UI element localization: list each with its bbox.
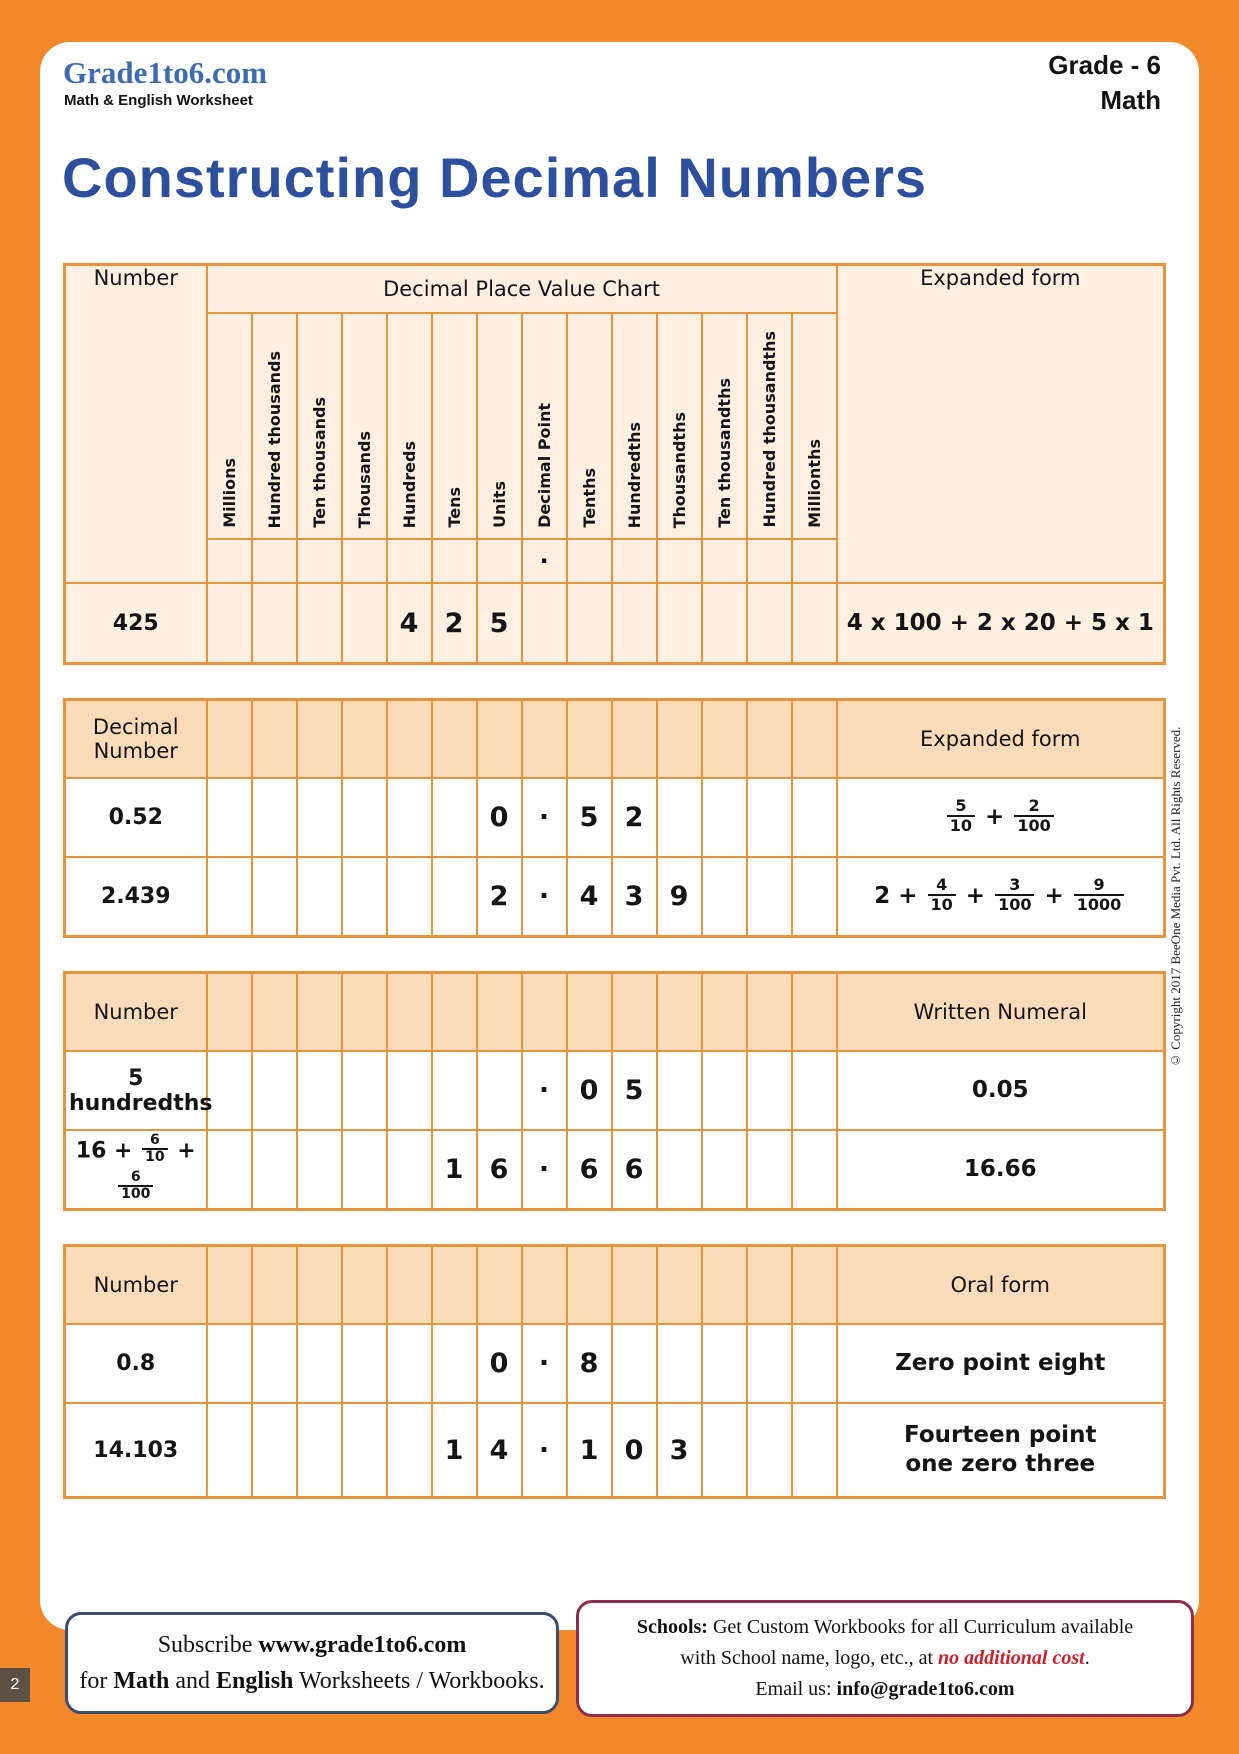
place-column-header (252, 313, 297, 539)
place-column-label: Hundred thousandths (759, 331, 779, 528)
section-header-spacer-cell (252, 1246, 297, 1325)
section-table-0 (63, 263, 1166, 665)
digit-cell: 2 (432, 583, 477, 664)
section-header-spacer-cell (387, 1246, 432, 1325)
digit-cell: 6 (567, 1130, 612, 1210)
section-header-spacer-cell (477, 973, 522, 1052)
text: with School name, logo, etc., at (680, 1647, 939, 1669)
section-header-spacer-cell (567, 973, 612, 1052)
digit-cell (297, 1324, 342, 1403)
text: 0.52 (108, 805, 163, 830)
decimal-point-marker-cell (567, 539, 612, 583)
digit-cell (432, 857, 477, 937)
section-header-spacer-cell (207, 1246, 252, 1325)
section-header-spacer-cell (432, 700, 477, 779)
digit-cell (747, 857, 792, 937)
section-header-spacer-cell (747, 700, 792, 779)
digit-cell: · (522, 1130, 567, 1210)
row-number-label (65, 1403, 207, 1498)
digit-cell (522, 583, 567, 664)
text: and (169, 1668, 216, 1694)
section-left-header (65, 973, 207, 1052)
digit-cell (792, 1403, 837, 1498)
digit-cell (702, 1403, 747, 1498)
place-column-label: Tens (444, 487, 464, 528)
fraction: $\frac{4}{10}$ (928, 876, 956, 913)
text: Get Custom Workbooks for all Curriculum available (707, 1616, 1134, 1638)
site-logo-subtitle: Math & English Worksheet (64, 92, 253, 109)
text: Fourteen point (904, 1422, 1097, 1449)
digit-cell (342, 1324, 387, 1403)
section-header-spacer-cell (747, 973, 792, 1052)
digit-cell (387, 778, 432, 857)
section-header-spacer-cell (612, 973, 657, 1052)
digit-cell (252, 1324, 297, 1403)
digit-cell (432, 1324, 477, 1403)
place-column-header (747, 313, 792, 539)
section-right-header (837, 973, 1165, 1052)
section-header-spacer-cell (612, 1246, 657, 1325)
section-table-2 (63, 971, 1166, 1211)
text: Written Numeral (913, 1000, 1087, 1024)
place-column-label: Thousands (354, 430, 374, 528)
place-column-label: Hundreds (399, 440, 419, 528)
decimal-point-marker-cell (792, 539, 837, 583)
decimal-point-marker-cell (612, 539, 657, 583)
section-header-spacer-cell (207, 700, 252, 779)
text: Decimal Place Value Chart (383, 277, 660, 301)
footer-subscribe-box (65, 1612, 559, 1714)
place-column-label: Millions (219, 458, 239, 528)
section-header-spacer-cell (387, 700, 432, 779)
section-header-spacer-cell (702, 700, 747, 779)
text: Worksheets / Workbooks. (293, 1668, 545, 1694)
digit-cell (207, 583, 252, 664)
text: Oral form (950, 1273, 1050, 1297)
digit-cell: 9 (657, 857, 702, 937)
section-header-spacer-cell (297, 973, 342, 1052)
digit-cell (252, 583, 297, 664)
bold-text: Schools: (636, 1616, 708, 1638)
digit-cell (387, 1403, 432, 1498)
section-header-spacer-cell (477, 1246, 522, 1325)
digit-cell: 0 (477, 778, 522, 857)
section-header-spacer-cell (657, 700, 702, 779)
section-header-spacer-cell (297, 1246, 342, 1325)
decimal-point-marker-cell (297, 539, 342, 583)
expanded-form-header (837, 265, 1165, 584)
row-answer-cell (837, 1324, 1165, 1403)
footer-schools-box (576, 1600, 1194, 1717)
section-left-header (65, 700, 207, 779)
digit-cell (297, 1130, 342, 1210)
section-header-spacer-cell (657, 973, 702, 1052)
page-number-badge: 2 (0, 1668, 30, 1702)
digit-cell (207, 1130, 252, 1210)
section-header-spacer-cell (477, 700, 522, 779)
digit-cell (792, 1130, 837, 1210)
digit-cell (297, 1051, 342, 1130)
text: 16.66 (963, 1156, 1037, 1183)
bold-text: info@grade1to6.com (836, 1678, 1015, 1700)
place-column-label: Thousandths (669, 411, 689, 528)
text: Number (93, 1000, 178, 1024)
row-answer-cell (837, 1403, 1165, 1498)
digit-cell (432, 778, 477, 857)
place-column-label: Ten thousands (309, 397, 329, 528)
decimal-point-marker-cell (252, 539, 297, 583)
digit-cell (747, 778, 792, 857)
digit-cell (252, 778, 297, 857)
digit-cell: 6 (612, 1130, 657, 1210)
site-logo: Grade1to6.com (63, 55, 268, 90)
text: Zero point eight (895, 1350, 1106, 1377)
digit-cell: 0 (477, 1324, 522, 1403)
digit-cell: 0 (567, 1051, 612, 1130)
decimal-point-marker-cell (387, 539, 432, 583)
digit-cell (612, 583, 657, 664)
row-number-label (65, 778, 207, 857)
digit-cell: 4 (567, 857, 612, 937)
digit-cell: 3 (657, 1403, 702, 1498)
row-answer-cell (837, 1130, 1165, 1210)
section-header-spacer-cell (522, 1246, 567, 1325)
section-header-spacer-cell (567, 700, 612, 779)
digit-cell (207, 1324, 252, 1403)
digit-cell (702, 1130, 747, 1210)
text: . (1084, 1647, 1090, 1669)
row-answer-cell (837, 583, 1165, 664)
section-header-spacer-cell (702, 973, 747, 1052)
text: 2 + (874, 883, 926, 909)
copyright-vertical-text: © Copyright 2017 BeeOne Media Pvt. Ltd. All Rights Reserved. (1168, 726, 1183, 1068)
digit-cell (297, 778, 342, 857)
section-header-spacer-cell (792, 973, 837, 1052)
digit-cell (792, 583, 837, 664)
digit-cell: 5 (477, 583, 522, 664)
digit-cell: 6 (477, 1130, 522, 1210)
highlight-text: no additional cost (938, 1647, 1085, 1669)
fraction: $\frac{5}{10}$ (947, 797, 975, 834)
digit-cell (702, 1324, 747, 1403)
digit-cell (747, 1324, 792, 1403)
digit-cell: · (522, 778, 567, 857)
decimal-point-marker-cell: · (522, 539, 567, 583)
place-column-header (432, 313, 477, 539)
digit-cell (702, 857, 747, 937)
text: Expanded form (920, 266, 1081, 290)
bold-text: www.grade1to6.com (258, 1632, 467, 1658)
section-header-spacer-cell (432, 1246, 477, 1325)
section-header-spacer-cell (297, 700, 342, 779)
place-column-header (342, 313, 387, 539)
digit-cell (387, 857, 432, 937)
digit-cell: 4 (477, 1403, 522, 1498)
section-header-spacer-cell (342, 1246, 387, 1325)
text: Number (93, 1273, 178, 1297)
digit-cell: · (522, 1051, 567, 1130)
digit-cell (207, 1051, 252, 1130)
digit-cell: 1 (432, 1403, 477, 1498)
digit-cell: 1 (432, 1130, 477, 1210)
grade-line: Grade - 6 (1048, 50, 1161, 80)
text: 0.05 (971, 1077, 1029, 1104)
subject-line: Math (1100, 85, 1161, 116)
fraction: $\frac{2}{100}$ (1014, 797, 1053, 834)
text: 16 + (75, 1138, 141, 1164)
digit-cell (387, 1051, 432, 1130)
digit-cell (792, 1051, 837, 1130)
text: for (79, 1668, 114, 1694)
text: 5 hundredths (69, 1065, 213, 1116)
digit-cell (747, 1403, 792, 1498)
text: + (169, 1138, 196, 1164)
section-header-spacer-cell (342, 973, 387, 1052)
section-table-3 (63, 1244, 1166, 1499)
digit-cell: 2 (477, 857, 522, 937)
footer-line (589, 1674, 1181, 1705)
section-header-spacer-cell (792, 700, 837, 779)
row-answer-cell (837, 857, 1165, 937)
section-header-spacer-cell (612, 700, 657, 779)
digit-cell (657, 1051, 702, 1130)
section-header-spacer-cell (522, 973, 567, 1052)
digit-cell: 2 (612, 778, 657, 857)
text: 2.439 (100, 884, 171, 909)
section-header-spacer-cell (747, 1246, 792, 1325)
digit-cell (747, 1051, 792, 1130)
fraction: $\frac{6}{100}$ (118, 1170, 153, 1203)
row-number-label (65, 1051, 213, 1130)
digit-cell (207, 1403, 252, 1498)
place-value-chart-header (207, 265, 837, 314)
place-column-header (522, 313, 567, 539)
digit-cell: · (522, 1324, 567, 1403)
section-header-spacer-cell (207, 973, 252, 1052)
section-left-header (65, 1246, 207, 1325)
text: Number (93, 266, 178, 290)
decimal-point-marker-cell (702, 539, 747, 583)
digit-cell (342, 1130, 387, 1210)
digit-cell (567, 583, 612, 664)
row-number-label (65, 583, 207, 664)
section-header-spacer-cell (792, 1246, 837, 1325)
bold-text: English (216, 1668, 294, 1694)
section-header-spacer-cell (522, 700, 567, 779)
section-header-spacer-cell (567, 1246, 612, 1325)
place-column-header (567, 313, 612, 539)
text: Expanded form (920, 727, 1081, 751)
section-header-spacer-cell (252, 973, 297, 1052)
place-column-label: Tenths (579, 468, 599, 528)
place-column-header (477, 313, 522, 539)
footer-line (589, 1643, 1181, 1674)
row-answer-cell (837, 1051, 1165, 1130)
number-column-header (65, 265, 207, 584)
footer-line (78, 1627, 546, 1663)
digit-cell (342, 583, 387, 664)
digit-cell (342, 1051, 387, 1130)
digit-cell (297, 583, 342, 664)
digit-cell (252, 1051, 297, 1130)
digit-cell: 4 (387, 583, 432, 664)
digit-cell (702, 583, 747, 664)
digit-cell (477, 1051, 522, 1130)
digit-cell: 0 (612, 1403, 657, 1498)
digit-cell (297, 857, 342, 937)
row-number-label (65, 1130, 207, 1210)
place-column-label: Units (489, 480, 509, 528)
digit-cell: 8 (567, 1324, 612, 1403)
place-column-header (657, 313, 702, 539)
digit-cell: 1 (567, 1403, 612, 1498)
digit-cell: · (522, 1403, 567, 1498)
row-answer-cell (837, 778, 1165, 857)
section-header-spacer-cell (657, 1246, 702, 1325)
place-column-header (702, 313, 747, 539)
text: 4 x 100 + 2 x 20 + 5 x 1 (846, 609, 1154, 636)
section-table-1 (63, 698, 1166, 938)
digit-cell: 5 (567, 778, 612, 857)
decimal-point-marker-cell (432, 539, 477, 583)
section-header-spacer-cell (702, 1246, 747, 1325)
section-header-spacer-cell (387, 973, 432, 1052)
place-column-label: Hundred thousands (264, 350, 284, 528)
decimal-point-marker-cell (207, 539, 252, 583)
digit-cell (657, 1130, 702, 1210)
place-column-header (297, 313, 342, 539)
digit-cell (342, 857, 387, 937)
decimal-point-marker-cell (747, 539, 792, 583)
digit-cell (252, 1403, 297, 1498)
digit-cell: 3 (612, 857, 657, 937)
fraction: $\frac{6}{10}$ (142, 1133, 167, 1166)
text: Email us: (755, 1678, 837, 1700)
digit-cell (342, 1403, 387, 1498)
row-number-label (65, 1324, 207, 1403)
footer-line (78, 1663, 546, 1699)
bold-text: Math (113, 1668, 170, 1694)
place-column-header (612, 313, 657, 539)
text: + (977, 804, 1013, 830)
text: + (1036, 883, 1072, 909)
digit-cell (612, 1324, 657, 1403)
place-column-label: Decimal Point (534, 403, 554, 528)
grade-label (1048, 48, 1161, 118)
digit-cell (702, 1051, 747, 1130)
digit-cell (387, 1324, 432, 1403)
digit-cell (702, 778, 747, 857)
decimal-point-marker-cell (342, 539, 387, 583)
text: 0.8 (116, 1351, 156, 1376)
decimal-point-marker-cell (657, 539, 702, 583)
section-header-spacer-cell (342, 700, 387, 779)
footer-line (589, 1612, 1181, 1643)
text: Decimal Number (92, 715, 179, 763)
place-column-label: Hundredths (624, 421, 644, 528)
section-right-header (837, 700, 1165, 779)
digit-cell (657, 778, 702, 857)
digit-cell (207, 857, 252, 937)
digit-cell (342, 778, 387, 857)
place-column-header (792, 313, 837, 539)
place-column-header (207, 313, 252, 539)
worksheet-table (63, 263, 1166, 1532)
digit-cell: · (522, 857, 567, 937)
decimal-point-marker-cell (477, 539, 522, 583)
digit-cell (792, 778, 837, 857)
fraction: $\frac{9}{1000}$ (1074, 876, 1125, 913)
digit-cell (387, 1130, 432, 1210)
text: 14.103 (93, 1437, 179, 1463)
digit-cell (657, 1324, 702, 1403)
digit-cell (747, 1130, 792, 1210)
digit-cell (252, 1130, 297, 1210)
text: one zero three (905, 1451, 1096, 1477)
digit-cell (792, 857, 837, 937)
digit-cell (432, 1051, 477, 1130)
digit-cell (207, 778, 252, 857)
text: 425 (112, 610, 159, 636)
section-right-header (837, 1246, 1165, 1325)
place-column-label: Ten thousandths (714, 378, 734, 528)
digit-cell (657, 583, 702, 664)
digit-cell (252, 857, 297, 937)
digit-cell (792, 1324, 837, 1403)
digit-cell: 5 (612, 1051, 657, 1130)
place-column-header (387, 313, 432, 539)
section-header-spacer-cell (432, 973, 477, 1052)
section-header-spacer-cell (252, 700, 297, 779)
digit-cell (297, 1403, 342, 1498)
row-number-label (65, 857, 207, 937)
place-column-label: Millionths (804, 439, 824, 528)
page-title: Constructing Decimal Numbers (62, 146, 928, 209)
digit-cell (747, 583, 792, 664)
fraction: $\frac{3}{100}$ (995, 876, 1034, 913)
text: Subscribe (157, 1632, 259, 1658)
text: + (957, 883, 994, 909)
